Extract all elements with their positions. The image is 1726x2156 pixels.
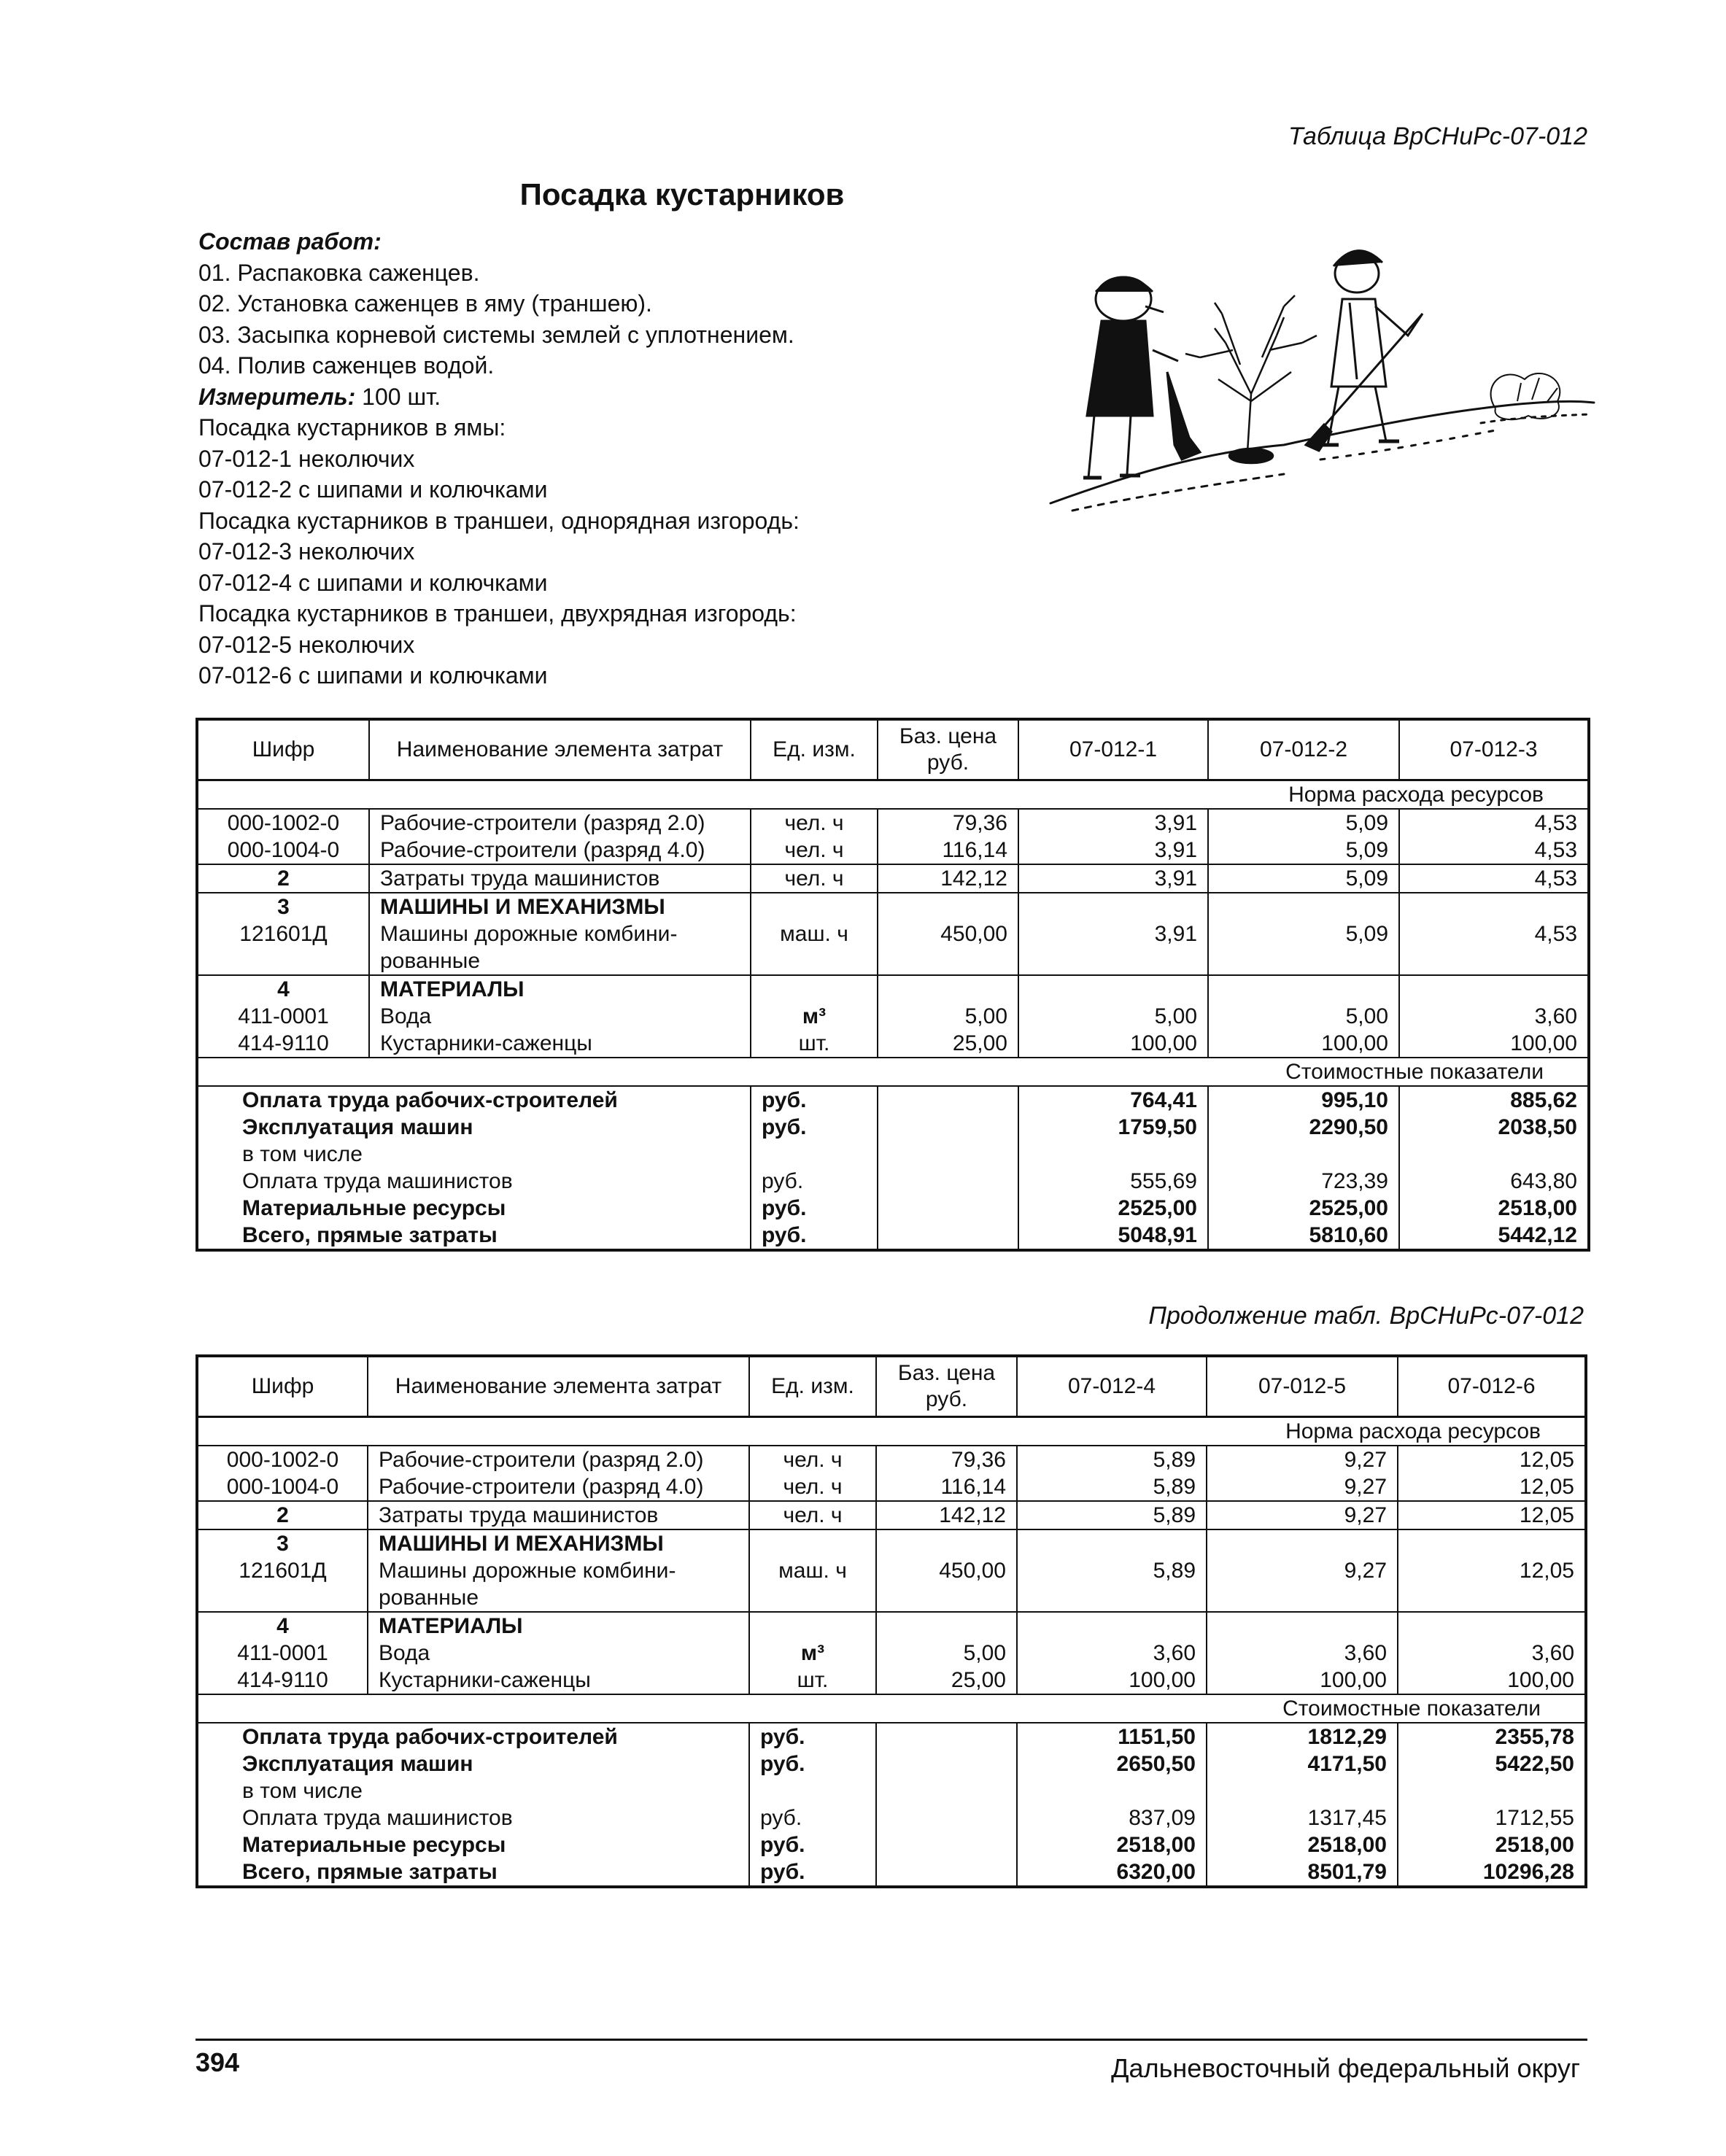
cost-label: Материальные ресурсы: [197, 1831, 749, 1858]
cell-value: 2650,50: [1017, 1750, 1207, 1777]
variant-line: 07-012-3 неколючих: [198, 538, 415, 565]
cost-row: [197, 1114, 1589, 1141]
norm-band: Норма расхода ресурсов: [197, 1417, 1586, 1446]
cost-row: [197, 1141, 1589, 1168]
cell-value: 1712,55: [1398, 1804, 1586, 1831]
norm-band: Норма расхода ресурсов: [197, 780, 1589, 810]
cost-label: Всего, прямые затраты: [197, 1858, 749, 1887]
cell-value: 100,00: [1018, 1030, 1208, 1058]
cell-value: 9,27: [1207, 1557, 1398, 1584]
cell-value: 5,89: [1017, 1557, 1207, 1584]
variant-line: 07-012-1 неколючих: [198, 445, 415, 472]
cell-price: 5,00: [878, 1003, 1018, 1030]
cell-name: Затраты труда машинистов: [369, 864, 751, 893]
cell-value: 837,09: [1017, 1804, 1207, 1831]
cost-label: Оплата труда рабочих-строителей: [197, 1723, 749, 1750]
cell-name: Рабочие-строители (разряд 2.0): [369, 809, 751, 837]
cell-unit: чел. ч: [751, 809, 878, 837]
table-row: [197, 837, 1589, 864]
cell-code: 121601Д: [197, 920, 369, 947]
cost-label: в том числе: [197, 1141, 751, 1168]
variant-line: Посадка кустарников в ямы:: [198, 414, 506, 441]
cell-value: 5,89: [1017, 1473, 1207, 1501]
footer-rule: [196, 2039, 1587, 2041]
variant-line: Посадка кустарников в траншеи, однорядная изгородь:: [198, 507, 800, 534]
cost-label: Эксплуатация машин: [197, 1114, 751, 1141]
cell-code: 000-1004-0: [197, 1473, 368, 1501]
cell-value: 100,00: [1207, 1667, 1398, 1694]
table-row: [197, 1557, 1586, 1584]
cell-unit: чел. ч: [749, 1501, 876, 1529]
cell-value: 5,09: [1208, 837, 1399, 864]
work-step: 01. Распаковка саженцев.: [198, 259, 480, 286]
cell-unit: шт.: [751, 1030, 878, 1058]
cell-unit: чел. ч: [751, 837, 878, 864]
footer-region: Дальневосточный федеральный округ: [1111, 2053, 1580, 2083]
cell-code: 2: [197, 864, 369, 893]
cell-code: 2: [197, 1501, 368, 1529]
variant-line: 07-012-6 с шипами и колючками: [198, 662, 548, 689]
cell-value: 3,60: [1399, 1003, 1589, 1030]
cell-unit: руб.: [749, 1804, 876, 1831]
cell-value: 3,60: [1398, 1640, 1586, 1667]
cell-code: 4: [197, 975, 369, 1003]
cell-value: 100,00: [1017, 1667, 1207, 1694]
col-header-code: Шифр: [197, 1356, 368, 1417]
cost-label: в том числе: [197, 1777, 749, 1804]
cell-value: 1812,29: [1207, 1723, 1398, 1750]
cell-name: Рабочие-строители (разряд 2.0): [368, 1446, 749, 1473]
cell-value: 12,05: [1398, 1446, 1586, 1473]
table-row: [197, 920, 1589, 947]
cell-value: 2290,50: [1208, 1114, 1399, 1141]
cell-value: 10296,28: [1398, 1858, 1586, 1887]
work-step: 04. Полив саженцев водой.: [198, 352, 495, 379]
cell-name: Машины дорожные комбини-: [369, 920, 751, 947]
cell-value: 3,91: [1018, 809, 1208, 837]
col-header-unit: Ед. изм.: [749, 1356, 876, 1417]
page-number: 394: [196, 2047, 240, 2077]
cell-value: 4,53: [1399, 809, 1589, 837]
col-header-variant: 07-012-6: [1398, 1356, 1586, 1417]
cell-value: 885,62: [1399, 1086, 1589, 1114]
table-caption: Таблица ВрСНиРс-07-012: [1288, 123, 1587, 150]
cell-name: Затраты труда машинистов: [368, 1501, 749, 1529]
cell-value: 1317,45: [1207, 1804, 1398, 1831]
cell-code: 4: [197, 1612, 368, 1640]
cell-value: 3,91: [1018, 920, 1208, 947]
cell-unit: руб.: [751, 1168, 878, 1195]
cell-value: 5048,91: [1018, 1222, 1208, 1250]
cell-unit: руб.: [751, 1195, 878, 1222]
resource-table-2: [196, 1354, 1587, 1888]
cell-price: 142,12: [876, 1501, 1017, 1529]
cell-value: 4,53: [1399, 864, 1589, 893]
continuation-caption: Продолжение табл. ВрСНиРс-07-012: [1148, 1302, 1584, 1330]
cell-value: 723,39: [1208, 1168, 1399, 1195]
table-row: [197, 1667, 1586, 1694]
col-header-unit: Ед. изм.: [751, 719, 878, 780]
cell-value: 100,00: [1399, 1030, 1589, 1058]
cost-row: [197, 1777, 1586, 1804]
cell-code: 411-0001: [197, 1003, 369, 1030]
variant-line: 07-012-4 с шипами и колючками: [198, 569, 548, 596]
cell-value: 6320,00: [1017, 1858, 1207, 1887]
cell-unit: руб.: [749, 1858, 876, 1887]
cell-value: 9,27: [1207, 1501, 1398, 1529]
cell-value: 2518,00: [1207, 1831, 1398, 1858]
cell-unit: чел. ч: [749, 1446, 876, 1473]
cell-value: 2355,78: [1398, 1723, 1586, 1750]
cost-row: [197, 1168, 1589, 1195]
cell-code: 000-1002-0: [197, 809, 369, 837]
section-row: [197, 1529, 1586, 1557]
col-header-variant: 07-012-4: [1017, 1356, 1207, 1417]
cost-label: Оплата труда рабочих-строителей: [197, 1086, 751, 1114]
cell-price: 116,14: [878, 837, 1018, 864]
table-row: [197, 1030, 1589, 1058]
cell-code: 3: [197, 1529, 368, 1557]
cell-name: Кустарники-саженцы: [369, 1030, 751, 1058]
cell-value: 3,60: [1207, 1640, 1398, 1667]
section-row: [197, 975, 1589, 1003]
col-header-name: Наименование элемента затрат: [368, 1356, 749, 1417]
cell-price: 450,00: [876, 1557, 1017, 1584]
cost-label: Всего, прямые затраты: [197, 1222, 751, 1250]
cost-label: Оплата труда машинистов: [197, 1168, 751, 1195]
table-row-continuation: [197, 947, 1589, 975]
table-row: [197, 1473, 1586, 1501]
section-row: [197, 1612, 1586, 1640]
cost-row: [197, 1086, 1589, 1114]
cell-value: 3,91: [1018, 837, 1208, 864]
cell-unit: м³: [749, 1640, 876, 1667]
cell-unit: руб.: [749, 1723, 876, 1750]
section-title: МАШИНЫ И МЕХАНИЗМЫ: [369, 893, 751, 920]
cell-value: 5,89: [1017, 1501, 1207, 1529]
cost-label: Материальные ресурсы: [197, 1195, 751, 1222]
cell-name: Вода: [369, 1003, 751, 1030]
cell-value: 5,09: [1208, 809, 1399, 837]
resource-table-1: [196, 718, 1590, 1252]
cell-name: Рабочие-строители (разряд 4.0): [368, 1473, 749, 1501]
cell-value: 2525,00: [1018, 1195, 1208, 1222]
col-header-variant: 07-012-2: [1208, 719, 1399, 780]
page-title: Посадка кустарников: [519, 177, 845, 212]
cost-row: [197, 1831, 1586, 1858]
col-header-code: Шифр: [197, 719, 369, 780]
cell-price: 25,00: [876, 1667, 1017, 1694]
cell-code: 3: [197, 893, 369, 920]
cell-value: 1151,50: [1017, 1723, 1207, 1750]
table-row: [197, 1640, 1586, 1667]
cell-unit: руб.: [749, 1831, 876, 1858]
col-header-price: Баз. цена руб.: [876, 1356, 1017, 1417]
table-row: [197, 809, 1589, 837]
section-title: МАТЕРИАЛЫ: [369, 975, 751, 1003]
cell-unit: руб.: [751, 1086, 878, 1114]
cell-value: 643,80: [1399, 1168, 1589, 1195]
cell-unit: маш. ч: [751, 920, 878, 947]
cell-code: 000-1002-0: [197, 1446, 368, 1473]
cost-row: [197, 1723, 1586, 1750]
cell-name: рованные: [368, 1584, 749, 1612]
cost-row: [197, 1750, 1586, 1777]
cost-label: Оплата труда машинистов: [197, 1804, 749, 1831]
cell-code: 411-0001: [197, 1640, 368, 1667]
cost-row: [197, 1222, 1589, 1250]
section-title: МАТЕРИАЛЫ: [368, 1612, 749, 1640]
cost-row: [197, 1858, 1586, 1887]
table-row: [197, 1501, 1586, 1529]
cost-row: [197, 1804, 1586, 1831]
cell-value: 12,05: [1398, 1501, 1586, 1529]
cell-unit: руб.: [751, 1222, 878, 1250]
meter-line: [198, 381, 800, 413]
cell-value: 4171,50: [1207, 1750, 1398, 1777]
cell-value: 12,05: [1398, 1557, 1586, 1584]
cell-code: 000-1004-0: [197, 837, 369, 864]
cell-value: 5,00: [1208, 1003, 1399, 1030]
variant-line: Посадка кустарников в траншеи, двухрядная изгородь:: [198, 600, 797, 627]
composition-label: Состав работ:: [198, 228, 382, 255]
col-header-name: Наименование элемента затрат: [369, 719, 751, 780]
cell-code: 121601Д: [197, 1557, 368, 1584]
cell-value: 4,53: [1399, 837, 1589, 864]
cell-name: Кустарники-саженцы: [368, 1667, 749, 1694]
cell-value: 9,27: [1207, 1446, 1398, 1473]
cell-value: 5810,60: [1208, 1222, 1399, 1250]
cell-price: 116,14: [876, 1473, 1017, 1501]
cell-value: 5,89: [1017, 1446, 1207, 1473]
cell-value: 555,69: [1018, 1168, 1208, 1195]
cost-band: Стоимостные показатели: [197, 1058, 1589, 1086]
cell-value: 2518,00: [1017, 1831, 1207, 1858]
cell-value: 3,91: [1018, 864, 1208, 893]
cell-value: 1759,50: [1018, 1114, 1208, 1141]
table-row-continuation: [197, 1584, 1586, 1612]
cell-name: Рабочие-строители (разряд 4.0): [369, 837, 751, 864]
cell-unit: маш. ч: [749, 1557, 876, 1584]
cell-value: 100,00: [1208, 1030, 1399, 1058]
cell-price: 142,12: [878, 864, 1018, 893]
cell-value: 3,60: [1017, 1640, 1207, 1667]
cell-unit: руб.: [751, 1114, 878, 1141]
gardeners-illustration: [1043, 233, 1598, 525]
table-row: [197, 1446, 1586, 1473]
work-composition: [198, 226, 800, 691]
cell-unit: чел. ч: [751, 864, 878, 893]
cell-unit: м³: [751, 1003, 878, 1030]
col-header-variant: 07-012-5: [1207, 1356, 1398, 1417]
work-step: 03. Засыпка корневой системы землей с уплотнением.: [198, 321, 794, 348]
table-row: [197, 1003, 1589, 1030]
cell-value: 764,41: [1018, 1086, 1208, 1114]
cell-value: 4,53: [1399, 920, 1589, 947]
meter-label: Измеритель:: [198, 383, 356, 410]
cell-value: 995,10: [1208, 1086, 1399, 1114]
cell-value: 9,27: [1207, 1473, 1398, 1501]
col-header-variant: 07-012-1: [1018, 719, 1208, 780]
cost-label: Эксплуатация машин: [197, 1750, 749, 1777]
cell-unit: руб.: [749, 1750, 876, 1777]
cell-value: 2518,00: [1398, 1831, 1586, 1858]
cell-value: 5,09: [1208, 864, 1399, 893]
cell-price: 450,00: [878, 920, 1018, 947]
section-row: [197, 893, 1589, 920]
cell-value: 12,05: [1398, 1473, 1586, 1501]
cell-name: Вода: [368, 1640, 749, 1667]
meter-value: 100 шт.: [355, 383, 441, 410]
cell-name: рованные: [369, 947, 751, 975]
cell-unit: чел. ч: [749, 1473, 876, 1501]
variant-line: 07-012-2 с шипами и колючками: [198, 476, 548, 503]
cell-code: 414-9110: [197, 1030, 369, 1058]
cost-row: [197, 1195, 1589, 1222]
cell-value: 5,09: [1208, 920, 1399, 947]
work-step: 02. Установка саженцев в яму (траншею).: [198, 290, 652, 317]
variant-line: 07-012-5 неколючих: [198, 631, 415, 658]
cell-value: 2525,00: [1208, 1195, 1399, 1222]
cell-price: 79,36: [876, 1446, 1017, 1473]
cost-band: Стоимостные показатели: [197, 1694, 1586, 1723]
cell-price: 5,00: [876, 1640, 1017, 1667]
cell-value: 5422,50: [1398, 1750, 1586, 1777]
section-title: МАШИНЫ И МЕХАНИЗМЫ: [368, 1529, 749, 1557]
table-row: [197, 864, 1589, 893]
cell-code: 414-9110: [197, 1667, 368, 1694]
cell-value: 8501,79: [1207, 1858, 1398, 1887]
cell-unit: шт.: [749, 1667, 876, 1694]
cell-price: 25,00: [878, 1030, 1018, 1058]
cell-value: 5,00: [1018, 1003, 1208, 1030]
cell-value: 2518,00: [1399, 1195, 1589, 1222]
col-header-variant: 07-012-3: [1399, 719, 1589, 780]
cell-value: 100,00: [1398, 1667, 1586, 1694]
cell-value: 2038,50: [1399, 1114, 1589, 1141]
cell-name: Машины дорожные комбини-: [368, 1557, 749, 1584]
cell-price: 79,36: [878, 809, 1018, 837]
cell-value: 5442,12: [1399, 1222, 1589, 1250]
col-header-price: Баз. цена руб.: [878, 719, 1018, 780]
